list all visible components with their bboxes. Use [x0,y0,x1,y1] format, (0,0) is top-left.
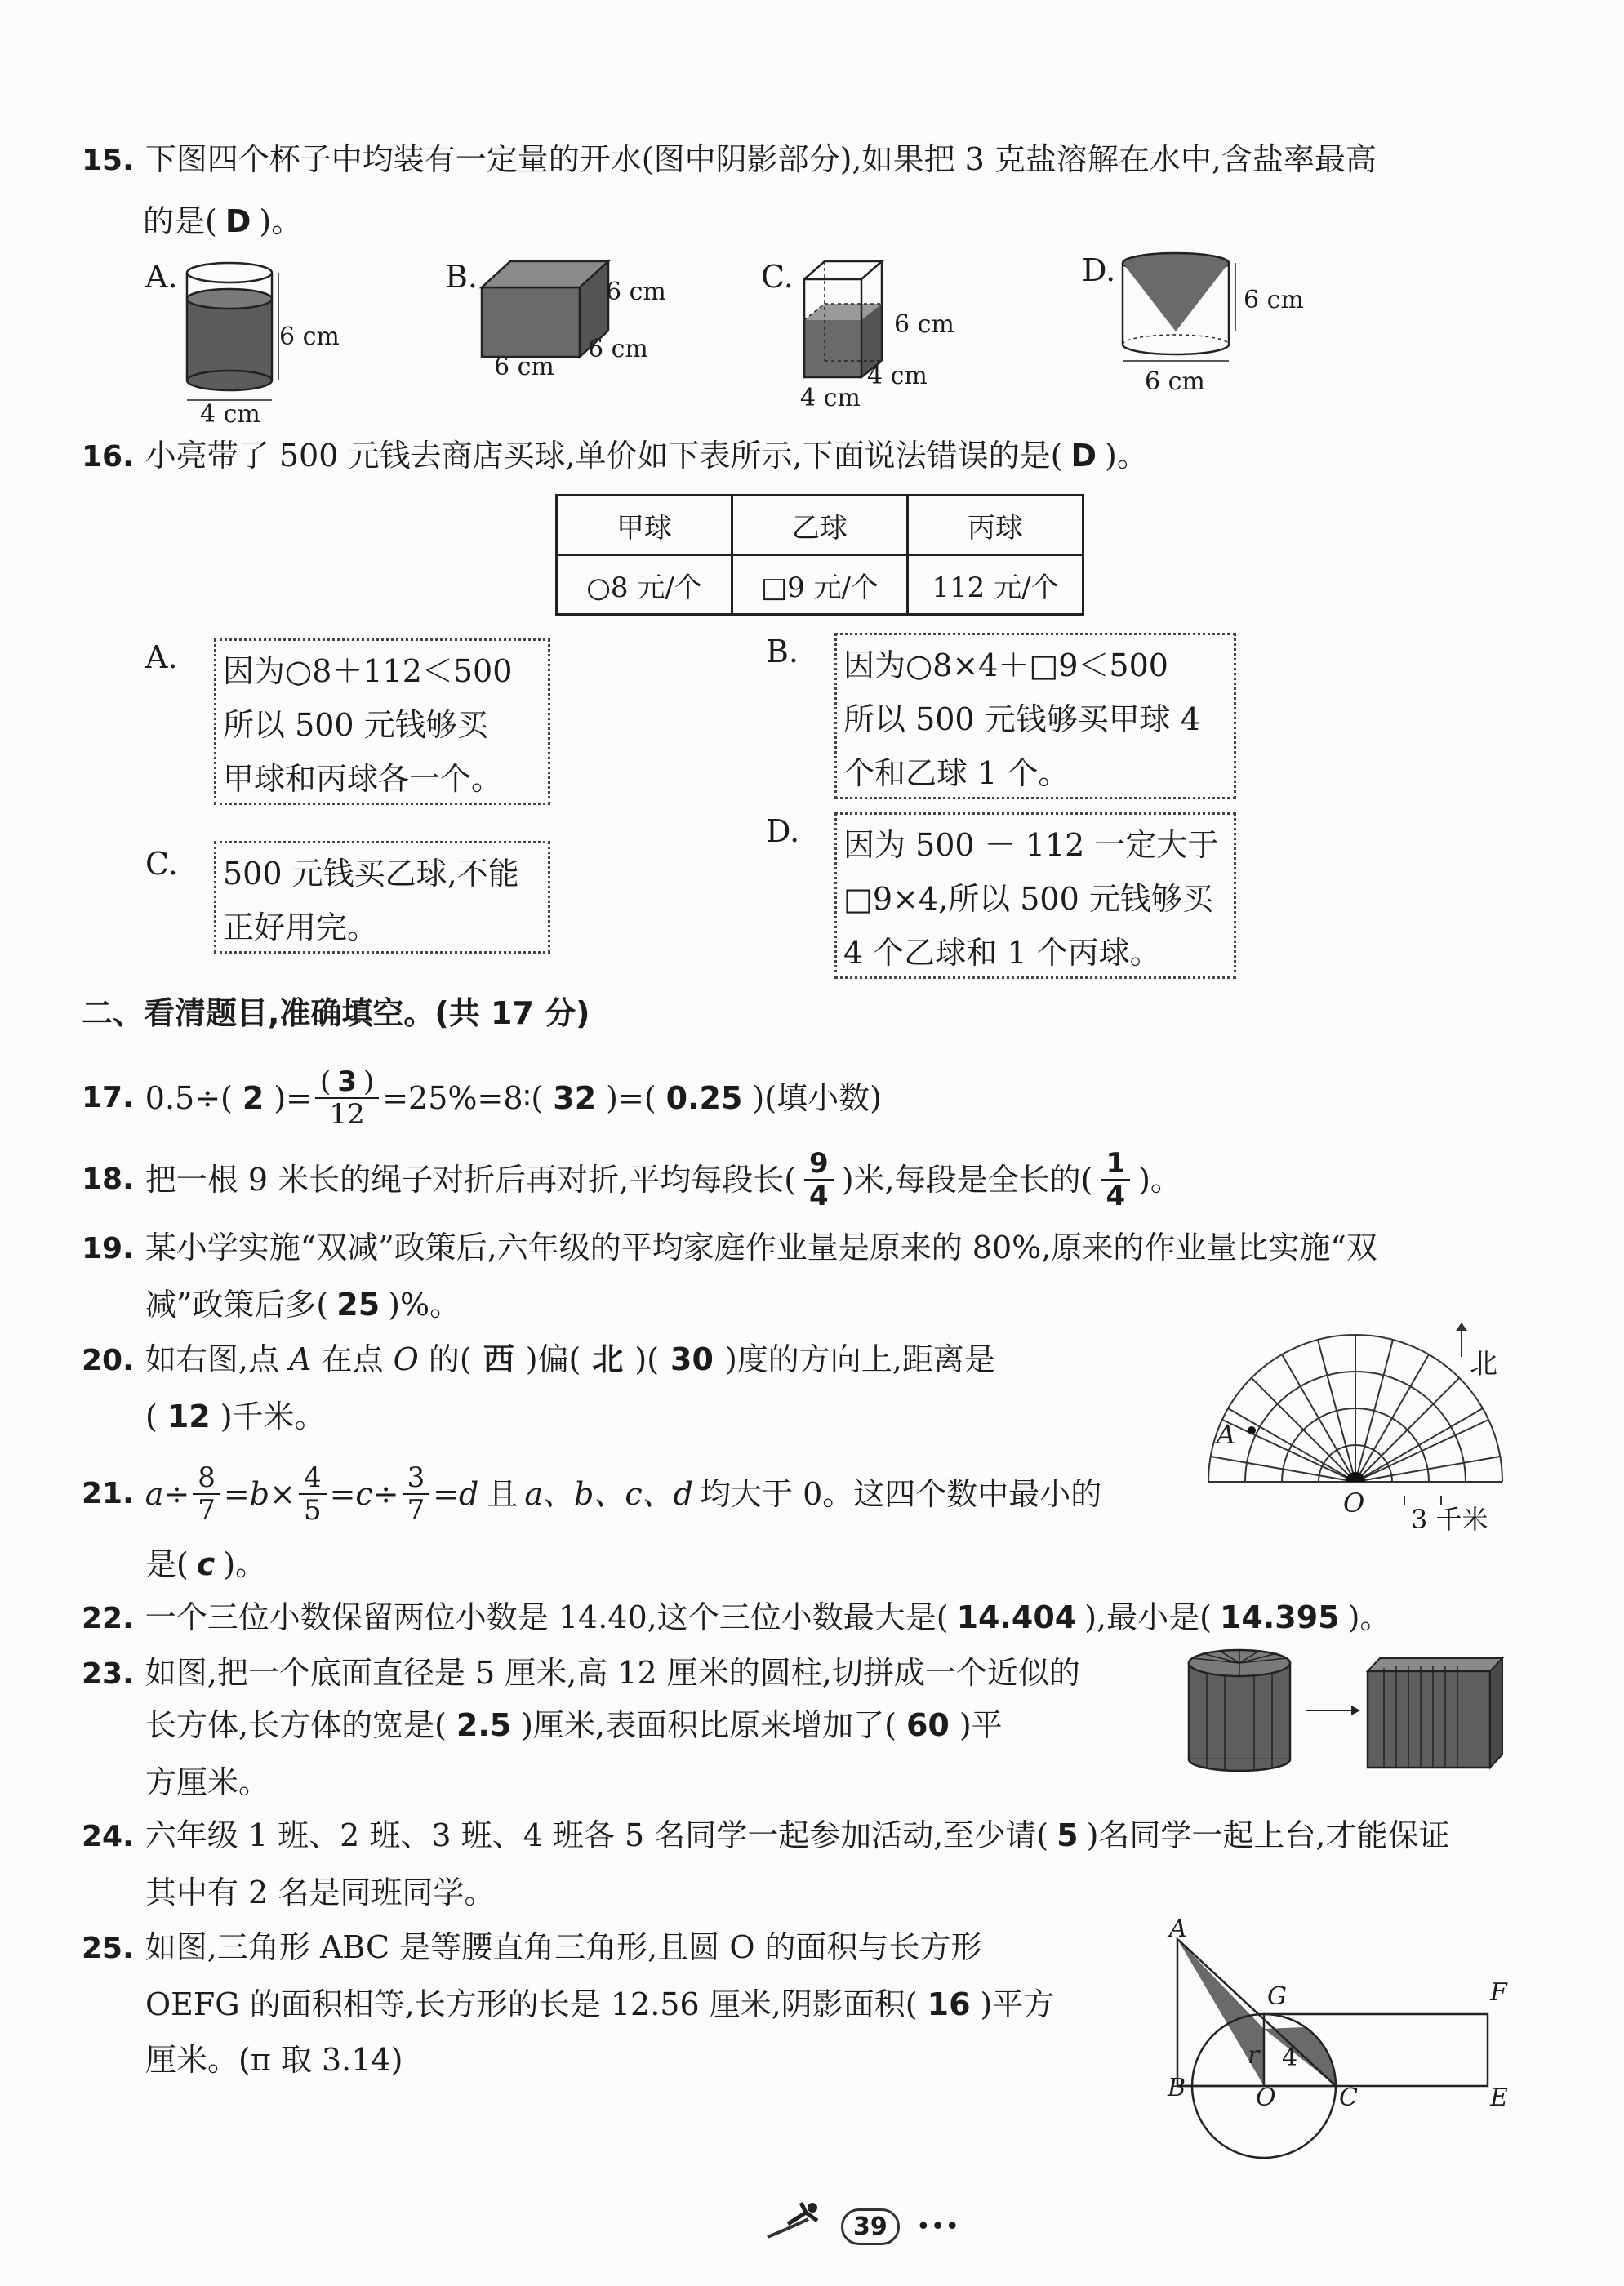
answer: c [196,1546,216,1582]
text: )千米。 [220,1399,326,1434]
var-c: c [355,1476,373,1512]
answer: D [1070,438,1097,474]
q18 [82,1143,1181,1216]
table-header: 乙球 [732,496,908,555]
text: 0.5÷( [145,1080,233,1116]
answer: 60 [905,1707,950,1743]
point-a: A [288,1341,312,1377]
option-b-box [834,633,1236,799]
answer: 14.404 [956,1599,1077,1635]
q16-line1 [82,437,1148,476]
question-number: 18. [82,1163,134,1196]
question-text: 下图四个杯子中均装有一定量的开水(图中阴影部分),如果把 3 克盐溶解在水中,含盐率最高 [145,141,1377,177]
text: )。 [1105,438,1148,474]
cup-c-height: 6 cm [894,310,954,339]
q17 [82,1061,882,1135]
option-c-label: C. [145,846,178,882]
answer: D [225,203,251,239]
operator: = [329,1476,356,1512]
option-d-label: D. [766,813,800,849]
cup-a-label: A. [145,259,178,295]
option-a-label: A. [145,639,178,675]
text: 一个三位小数保留两位小数是 14.40,这个三位小数最大是( [145,1599,949,1635]
text: ) [363,1065,375,1098]
text: ( [320,1065,331,1098]
text: 均大于 0。这四个数中最小的 [699,1476,1102,1512]
denominator: 4 [809,1180,829,1212]
label-f: F [1490,1978,1507,2007]
label-a: A [1169,1915,1187,1943]
denominator: 12 [329,1098,365,1131]
cup-b-height: 6 cm [606,278,666,306]
option-line: 正好用完。 [223,910,379,945]
text: )。 [1347,1599,1391,1635]
option-c-box [214,841,550,954]
answer: 2.5 [456,1707,512,1743]
answer: 12 [167,1399,211,1434]
numerator: 3 [403,1462,430,1495]
table-cell: □9 元/个 [732,555,908,615]
question-number: 25. [82,1932,134,1965]
label-e: E [1490,2084,1508,2112]
text: )。 [1138,1162,1181,1198]
numerator: 1 [1101,1148,1130,1181]
option-b-label: B. [766,634,799,669]
label-b: B [1168,2074,1186,2102]
operator: × [269,1476,296,1512]
text: )平 [959,1707,1003,1743]
table-header: 丙球 [908,496,1083,555]
text: 某小学实施“双减”政策后,六年级的平均家庭作业量是原来的 80%,原来的作业量比实施“双 [145,1230,1377,1265]
triangle-circle-figure [1159,1923,1511,2159]
q25-line3: 厘米。(π 取 3.14) [145,2042,403,2078]
text: )( [634,1341,660,1377]
point-o-label: O [1343,1488,1365,1519]
var-b: b [249,1476,270,1512]
cup-d-height: 6 cm [1244,286,1304,314]
cup-c-width: 4 cm [800,384,861,412]
q19-line1 [82,1229,1377,1268]
fraction [193,1462,220,1526]
text: OEFG 的面积相等,长方形的长是 12.56 厘米,阴影面积( [145,1986,918,2022]
option-line: 4 个乙球和 1 个丙球。 [843,935,1161,971]
text: )。 [223,1546,267,1582]
denominator: 7 [407,1494,425,1527]
answer: 14.395 [1219,1599,1340,1635]
q22 [82,1599,1390,1638]
q21-line2 [145,1545,266,1583]
answer: 25 [336,1287,380,1323]
answer: 2 [242,1080,265,1116]
text: 长方体,长方体的宽是( [145,1707,447,1743]
text: ( [145,1399,158,1434]
text: 如右图,点 [145,1341,279,1377]
answer: 16 [927,1986,971,2022]
text: 减”政策后多( [145,1287,329,1323]
q15-line2 [143,202,302,240]
text: )= [274,1080,313,1116]
option-line: 所以 500 元钱够买 [223,707,488,743]
option-line: 因为 500 － 112 一定大于 [843,827,1219,863]
table-cell: 112 元/个 [908,555,1083,615]
question-number: 24. [82,1820,134,1853]
option-line: 甲球和丙球各一个。 [223,761,503,797]
cup-c-label: C. [761,259,794,295]
text: 在点 [321,1341,384,1377]
point-o: O [393,1341,419,1377]
option-line: 个和乙球 1 个。 [843,755,1070,791]
text: )=( [606,1080,656,1116]
option-line: 因为○8×4＋□9＜500 [843,647,1168,683]
question-number: 16. [82,440,134,474]
section-heading: 二、看清题目,准确填空。(共 17 分) [82,995,590,1031]
question-number: 20. [82,1344,134,1377]
denominator: 5 [303,1494,322,1527]
label-r: r [1248,2041,1260,2070]
operator: = [223,1476,250,1512]
q24-line2: 其中有 2 名是同班同学。 [145,1875,496,1910]
text: )厘米,表面积比原来增加了( [521,1707,897,1743]
answer: 北 [592,1341,624,1377]
text: )(填小数) [752,1080,882,1116]
dots-decoration: ••• [916,2213,960,2241]
answer: 3 [337,1065,357,1098]
numerator: 9 [804,1148,834,1181]
text: 小亮带了 500 元钱去商店买球,单价如下表所示,下面说法错误的是( [145,438,1063,474]
cup-b-label: B. [445,259,478,295]
text: )平方 [980,1986,1055,2022]
label-g: G [1267,1982,1287,2011]
operator: ÷ [372,1476,399,1512]
operator: = [433,1476,460,1512]
question-number: 21. [82,1477,134,1510]
cup-d-width: 6 cm [1145,367,1205,396]
text: )度的方向上,距离是 [724,1341,995,1377]
option-line: 所以 500 元钱够买甲球 4 [843,701,1200,737]
fraction [315,1066,379,1130]
q15-line1 [82,140,1377,180]
cup-a-width: 4 cm [200,400,260,429]
denominator: 7 [198,1494,216,1527]
q21-line1 [82,1457,1101,1531]
option-d-box [834,812,1236,979]
text: 如图,三角形 ABC 是等腰直角三角形,且圆 O 的面积与长方形 [145,1929,982,1965]
fraction [403,1462,430,1526]
text: 且 [487,1476,518,1512]
q19-line2 [145,1286,461,1323]
answer: 30 [670,1341,714,1377]
q23-line3: 方厘米。 [145,1764,270,1800]
cup-b-width: 6 cm [494,353,554,381]
table-row [557,555,1083,615]
numerator [315,1066,379,1099]
text: )米,每段是全长的( [841,1162,1093,1198]
q25-line2 [145,1986,1054,2023]
text: 的是( [143,203,217,239]
answer: 0.25 [665,1080,743,1116]
text: )名同学一起上台,才能保证 [1086,1817,1450,1853]
answer-fraction [804,1148,834,1212]
q25-line1 [82,1928,982,1968]
fraction [299,1462,327,1526]
label-c: C [1339,2084,1358,2112]
cup-b-depth: 6 cm [588,335,648,363]
q24-line1 [82,1817,1450,1856]
text: )%。 [388,1287,461,1323]
variables: a、b、c、d [524,1476,693,1512]
numerator: 4 [299,1462,327,1495]
option-line: □9×4,所以 500 元钱够买 [843,881,1213,917]
table-cell: ○8 元/个 [557,555,732,615]
cup-d-label: D. [1082,252,1116,288]
price-table [555,494,1084,616]
denominator: 4 [1106,1180,1126,1212]
option-line: 500 元钱买乙球,不能 [223,856,519,892]
runner-logo-icon [763,2196,837,2245]
text: =25%=8∶( [382,1080,544,1116]
cylinder-to-cuboid-figure [1184,1645,1511,1772]
text: 六年级 1 班、2 班、3 班、4 班各 5 名同学一起参加活动,至少请( [145,1817,1049,1853]
scale-label: 3 千米 [1411,1504,1488,1535]
answer: 32 [553,1080,597,1116]
cup-a-height: 6 cm [279,322,340,351]
point-a-label: A [1217,1419,1236,1450]
page-number: 39 [841,2208,900,2245]
label-4: 4 [1282,2044,1298,2072]
question-number: 15. [82,144,134,177]
answer: 5 [1057,1817,1079,1853]
numerator: 8 [193,1462,220,1495]
label-o: O [1256,2084,1276,2112]
text: 如图,把一个底面直径是 5 厘米,高 12 厘米的圆柱,切拼成一个近似的 [145,1655,1080,1691]
table-header: 甲球 [557,496,732,555]
answer-fraction [1101,1148,1130,1212]
q20-line2 [145,1398,326,1435]
text: )偏( [525,1341,581,1377]
var-d: d [459,1476,479,1512]
text: 把一根 9 米长的绳子对折后再对折,平均每段长( [145,1162,797,1198]
answer: 西 [483,1341,514,1377]
cup-d-figure [1117,250,1248,372]
q23-line1 [82,1654,1080,1693]
q23-line2 [145,1706,1003,1744]
text: ),最小是( [1084,1599,1212,1635]
q20-line1 [82,1341,995,1380]
text: )。 [259,203,303,239]
question-number: 19. [82,1232,134,1265]
north-label: 北 [1470,1348,1497,1381]
question-number: 23. [82,1657,134,1691]
var-a: a [145,1476,164,1512]
question-number: 22. [82,1602,134,1635]
table-header-row [557,496,1083,555]
text: 的( [428,1341,472,1377]
text: 是( [145,1546,189,1582]
operator: ÷ [163,1476,190,1512]
option-line: 因为○8＋112＜500 [223,653,513,689]
cup-c-depth: 4 cm [867,362,928,390]
option-a-box [214,638,550,805]
question-number: 17. [82,1081,134,1114]
